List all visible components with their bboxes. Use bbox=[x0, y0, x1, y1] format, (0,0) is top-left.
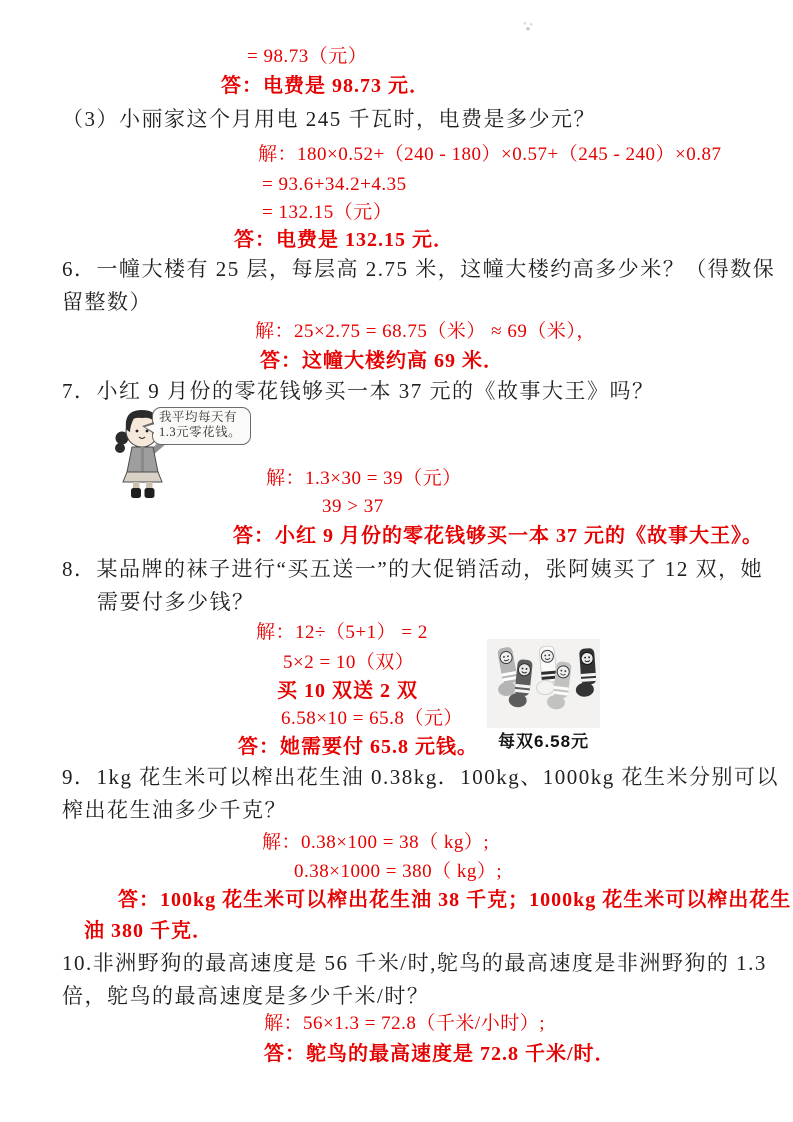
answer-line: 答：电费是 132.15 元． bbox=[234, 229, 454, 251]
answer-line: 答：她需要付 65.8 元钱。 bbox=[238, 736, 478, 758]
question-text: 9．1kg 花生米可以榨出花生油 0.38kg．100kg、1000kg 花生米分别可以 bbox=[62, 765, 779, 789]
equation-line: = 132.15（元） bbox=[262, 202, 393, 223]
bubble-text-line1: 我平均每天有 bbox=[159, 410, 238, 424]
equation-line: 39 > 37 bbox=[322, 496, 384, 517]
socks-price-caption: 每双6.58元 bbox=[498, 732, 590, 751]
socks-drawing bbox=[487, 639, 600, 728]
equation-line: 0.38×1000 = 380（ kg）; bbox=[294, 861, 503, 882]
question-text: 榨出花生油多少千克？ bbox=[62, 798, 287, 822]
smudge-artifact bbox=[520, 18, 536, 36]
question-text: 6．一幢大楼有 25 层，每层高 2.75 米，这幢大楼约高多少米？（得数保 bbox=[62, 257, 776, 281]
solution-line: 解：1.3×30 = 39（元） bbox=[266, 468, 462, 489]
solution-line: 解：180×0.52+（240 - 180）×0.57+（245 - 240）×0.87 bbox=[258, 144, 722, 165]
equation-line: 6.58×10 = 65.8（元） bbox=[281, 708, 463, 729]
answer-line: 答：小红 9 月份的零花钱够买一本 37 元的《故事大王》。 bbox=[233, 525, 763, 547]
solution-line: 解：12÷（5+1） = 2 bbox=[256, 622, 428, 643]
equation-line: = 98.73（元） bbox=[247, 46, 368, 67]
solution-line: 解：56×1.3 = 72.8（千米/小时）; bbox=[264, 1013, 545, 1034]
question-text: 8．某品牌的袜子进行“买五送一”的大促销活动，张阿姨买了 12 双，她 bbox=[62, 557, 764, 581]
solution-line: 解：25×2.75 = 68.75（米） ≈ 69（米）， bbox=[255, 321, 596, 342]
answer-line: 答：鸵鸟的最高速度是 72.8 千米/时． bbox=[264, 1043, 616, 1065]
equation-line: 买 10 双送 2 双 bbox=[277, 680, 418, 702]
answer-line: 答：100kg 花生米可以榨出花生油 38 千克；1000kg 花生米可以榨出花生 bbox=[118, 889, 792, 911]
socks-photo bbox=[487, 639, 600, 728]
question-text: 留整数） bbox=[62, 290, 152, 314]
answer-line: 答：这幢大楼约高 69 米． bbox=[260, 350, 504, 372]
speech-bubble bbox=[152, 407, 251, 445]
question-text: 需要付多少钱？ bbox=[97, 590, 255, 614]
answer-line: 答：电费是 98.73 元． bbox=[221, 75, 430, 97]
equation-line: = 93.6+34.2+4.35 bbox=[262, 174, 407, 195]
question-text: 倍，鸵鸟的最高速度是多少千米/时？ bbox=[62, 984, 430, 1008]
question-text: 10.非洲野狗的最高速度是 56 千米/时,鸵鸟的最高速度是非洲野狗的 1.3 bbox=[62, 951, 767, 975]
solution-line: 解：0.38×100 = 38（ kg）; bbox=[262, 832, 490, 853]
question-text: （3）小丽家这个月用电 245 千瓦时，电费是多少元？ bbox=[62, 107, 596, 131]
answer-line: 油 380 千克． bbox=[84, 920, 213, 942]
bubble-text-line2: 1.3元零花钱。 bbox=[159, 425, 242, 439]
equation-line: 5×2 = 10（双） bbox=[283, 652, 415, 673]
question-text: 7．小红 9 月份的零花钱够买一本 37 元的《故事大王》吗？ bbox=[62, 379, 655, 403]
